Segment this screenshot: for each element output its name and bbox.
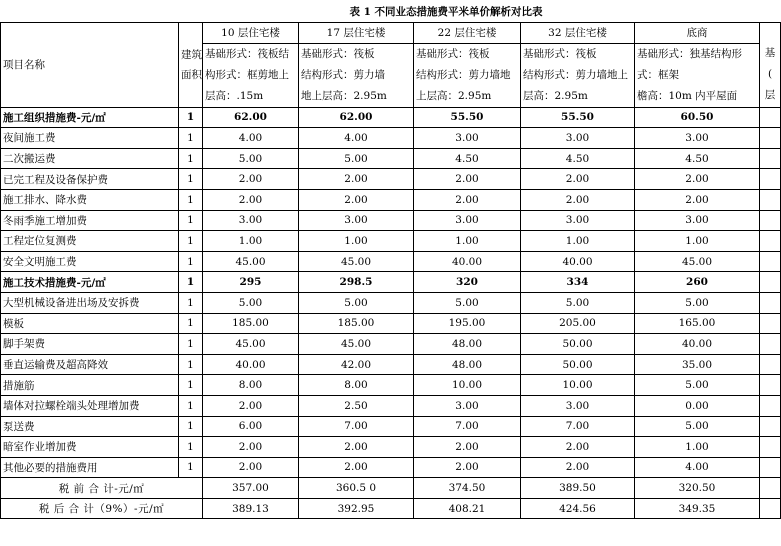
- row-area: 1: [179, 251, 203, 272]
- table-row: [1, 272, 781, 293]
- row-extra: [760, 354, 781, 375]
- row-value: 320: [414, 272, 521, 293]
- row-value: 50.00: [521, 354, 635, 375]
- row-value: 298.5: [299, 272, 414, 293]
- row-value: 2.00: [414, 437, 521, 458]
- row-name: 冬雨季施工增加费: [1, 210, 179, 231]
- row-area: 1: [179, 313, 203, 334]
- table-row: [1, 148, 781, 169]
- table-row: [1, 437, 781, 458]
- row-area: 1: [179, 272, 203, 293]
- table-row: [1, 313, 781, 334]
- table-row: [1, 292, 781, 313]
- row-value: 60.50: [635, 107, 760, 128]
- row-name: 施工组织措施费-元/㎡: [1, 107, 179, 128]
- row-value: 3.00: [635, 210, 760, 231]
- row-area: 1: [179, 334, 203, 355]
- row-value: 7.00: [521, 416, 635, 437]
- summary-value: 389.50: [521, 478, 635, 499]
- row-value: 1.00: [521, 231, 635, 252]
- desc-line: 基础形式：筏板: [301, 47, 375, 60]
- row-extra: [760, 437, 781, 458]
- row-value: 2.00: [414, 457, 521, 478]
- row-area: 1: [179, 292, 203, 313]
- row-value: 2.00: [635, 189, 760, 210]
- table-row: [1, 457, 781, 478]
- row-value: 40.00: [414, 251, 521, 272]
- row-area: 1: [179, 189, 203, 210]
- row-value: 7.00: [299, 416, 414, 437]
- row-extra: [760, 148, 781, 169]
- summary-value: 320.50: [635, 478, 760, 499]
- row-value: 62.00: [203, 107, 299, 128]
- row-extra: [760, 128, 781, 149]
- row-value: 2.00: [521, 457, 635, 478]
- row-value: 2.00: [414, 169, 521, 190]
- row-value: 5.00: [521, 292, 635, 313]
- row-value: 2.00: [203, 437, 299, 458]
- row-extra: [760, 395, 781, 416]
- summary-label: 税 后 合 计（9%）-元/㎡: [1, 498, 203, 519]
- row-value: 48.00: [414, 334, 521, 355]
- row-value: 0.00: [635, 395, 760, 416]
- row-value: 42.00: [299, 354, 414, 375]
- row-name: 安全文明施工费: [1, 251, 179, 272]
- row-name: 模板: [1, 313, 179, 334]
- row-value: 3.00: [521, 395, 635, 416]
- row-value: 185.00: [203, 313, 299, 334]
- table-body: [1, 23, 781, 519]
- desc-line: 结构形式：剪力墙: [301, 68, 385, 81]
- table-row: [1, 375, 781, 396]
- row-value: 334: [521, 272, 635, 293]
- table-row: [1, 231, 781, 252]
- row-value: 8.00: [299, 375, 414, 396]
- extra-fragment: (: [767, 68, 773, 80]
- desc-line: 基础形式：筏板结: [205, 47, 289, 60]
- desc-line: 基础形式：独基结构形: [637, 47, 742, 60]
- extra-fragment: 层: [764, 89, 776, 101]
- row-value: 5.00: [414, 292, 521, 313]
- row-value: 5.00: [299, 292, 414, 313]
- row-area: 1: [179, 107, 203, 128]
- summary-row: [1, 478, 781, 499]
- row-value: 3.00: [521, 128, 635, 149]
- row-value: 55.50: [521, 107, 635, 128]
- row-value: 3.00: [521, 210, 635, 231]
- table-row: [1, 107, 781, 128]
- row-value: 205.00: [521, 313, 635, 334]
- header-desc-0: [203, 43, 299, 107]
- header-col-4: 底商: [635, 23, 760, 44]
- row-value: 195.00: [414, 313, 521, 334]
- desc-line: 基础形式：筏板: [523, 47, 597, 60]
- row-area: 1: [179, 148, 203, 169]
- row-value: 40.00: [635, 334, 760, 355]
- row-name: 暗室作业增加费: [1, 437, 179, 458]
- header-desc-3: [521, 43, 635, 107]
- row-value: 2.00: [203, 189, 299, 210]
- row-value: 2.00: [299, 437, 414, 458]
- table-row: [1, 169, 781, 190]
- row-value: 1.00: [635, 231, 760, 252]
- header-desc-2: [414, 43, 521, 107]
- desc-line: 结构形式：剪力墙地: [416, 68, 511, 81]
- row-value: 4.00: [635, 457, 760, 478]
- row-value: 5.00: [203, 148, 299, 169]
- row-name: 措施筋: [1, 375, 179, 396]
- row-value: 8.00: [203, 375, 299, 396]
- row-value: 2.00: [521, 437, 635, 458]
- table-row: [1, 189, 781, 210]
- row-value: 7.00: [414, 416, 521, 437]
- row-value: 3.00: [414, 128, 521, 149]
- row-name: 垂直运输费及超高降效: [1, 354, 179, 375]
- row-area: 1: [179, 395, 203, 416]
- row-name: 二次搬运费: [1, 148, 179, 169]
- desc-line: 层高：2.95m: [523, 89, 588, 102]
- row-area: 1: [179, 354, 203, 375]
- row-value: 40.00: [521, 251, 635, 272]
- row-extra: [760, 375, 781, 396]
- row-value: 4.50: [414, 148, 521, 169]
- row-value: 2.00: [299, 457, 414, 478]
- row-value: 4.00: [203, 128, 299, 149]
- table-row: [1, 251, 781, 272]
- table-row: [1, 128, 781, 149]
- row-name: 工程定位复测费: [1, 231, 179, 252]
- row-value: 4.50: [521, 148, 635, 169]
- row-extra: [760, 292, 781, 313]
- row-value: 5.00: [203, 292, 299, 313]
- row-name: 施工技术措施费-元/㎡: [1, 272, 179, 293]
- desc-line: 檐高：10m 内平屋面: [637, 89, 738, 102]
- row-value: 62.00: [299, 107, 414, 128]
- summary-value: 360.5 0: [299, 478, 414, 499]
- row-extra: [760, 231, 781, 252]
- summary-value: 357.00: [203, 478, 299, 499]
- header-col-0: 10 层住宅楼: [203, 23, 299, 44]
- row-value: 185.00: [299, 313, 414, 334]
- summary-value: 408.21: [414, 498, 521, 519]
- row-area: 1: [179, 231, 203, 252]
- row-extra: [760, 334, 781, 355]
- header-col-1: 17 层住宅楼: [299, 23, 414, 44]
- row-value: 45.00: [299, 334, 414, 355]
- row-extra: [760, 478, 781, 499]
- row-extra: [760, 457, 781, 478]
- row-value: 2.00: [521, 189, 635, 210]
- row-name: 夜间施工费: [1, 128, 179, 149]
- row-extra: [760, 169, 781, 190]
- desc-line: 结构形式：剪力墙地上: [523, 68, 628, 81]
- row-value: 1.00: [635, 437, 760, 458]
- table-title: 表 1 不同业态措施费平米单价解析对比表: [349, 6, 543, 18]
- row-area: 1: [179, 457, 203, 478]
- row-extra: [760, 416, 781, 437]
- summary-value: 349.35: [635, 498, 760, 519]
- desc-line: 层高：.15m: [205, 89, 264, 102]
- header-desc-1: [299, 43, 414, 107]
- row-area: 1: [179, 437, 203, 458]
- row-value: 48.00: [414, 354, 521, 375]
- row-value: 4.00: [299, 128, 414, 149]
- row-extra: [760, 272, 781, 293]
- row-extra: [760, 189, 781, 210]
- row-name: 泵送费: [1, 416, 179, 437]
- row-name: 墙体对拉螺栓端头处理增加费: [1, 395, 179, 416]
- row-area: 1: [179, 416, 203, 437]
- row-value: 40.00: [203, 354, 299, 375]
- row-name: 施工排水、降水费: [1, 189, 179, 210]
- table-row: [1, 416, 781, 437]
- row-value: 2.00: [203, 457, 299, 478]
- header-area-line1: 建筑: [181, 48, 202, 61]
- row-extra: [760, 498, 781, 519]
- summary-value: 424.56: [521, 498, 635, 519]
- header-desc-4: [635, 43, 760, 107]
- table-row: [1, 395, 781, 416]
- desc-line: 基础形式：筏板: [416, 47, 490, 60]
- row-value: 35.00: [635, 354, 760, 375]
- cost-comparison-table: [0, 22, 781, 519]
- row-value: 10.00: [414, 375, 521, 396]
- row-value: 6.00: [203, 416, 299, 437]
- summary-row: [1, 498, 781, 519]
- row-value: 1.00: [203, 231, 299, 252]
- row-value: 5.00: [635, 375, 760, 396]
- summary-value: 374.50: [414, 478, 521, 499]
- header-area: [179, 23, 203, 108]
- table-row: [1, 210, 781, 231]
- desc-line: 上层高：2.95m: [416, 89, 492, 102]
- summary-value: 389.13: [203, 498, 299, 519]
- row-value: 45.00: [635, 251, 760, 272]
- row-value: 2.50: [299, 395, 414, 416]
- desc-line: 式：框架: [637, 68, 679, 81]
- row-value: 50.00: [521, 334, 635, 355]
- header-extra: [760, 23, 781, 108]
- extra-fragment: 基: [764, 47, 776, 59]
- row-value: 165.00: [635, 313, 760, 334]
- row-name: 已完工程及设备保护费: [1, 169, 179, 190]
- row-value: 3.00: [414, 210, 521, 231]
- row-extra: [760, 313, 781, 334]
- row-value: 2.00: [635, 169, 760, 190]
- row-value: 45.00: [203, 251, 299, 272]
- row-name: 大型机械设备进出场及安拆费: [1, 292, 179, 313]
- row-value: 2.00: [414, 189, 521, 210]
- header-area-line2: 面积: [181, 68, 202, 81]
- row-area: 1: [179, 210, 203, 231]
- row-area: 1: [179, 169, 203, 190]
- row-name: 脚手架费: [1, 334, 179, 355]
- header-col-3: 32 层住宅楼: [521, 23, 635, 44]
- row-value: 295: [203, 272, 299, 293]
- table-row: [1, 334, 781, 355]
- row-value: 5.00: [635, 292, 760, 313]
- row-value: 55.50: [414, 107, 521, 128]
- row-value: 260: [635, 272, 760, 293]
- row-value: 5.00: [635, 416, 760, 437]
- header-item-name: 项目名称: [1, 23, 179, 108]
- row-value: 3.00: [414, 395, 521, 416]
- table-row: [1, 354, 781, 375]
- row-value: 2.00: [203, 169, 299, 190]
- row-value: 2.00: [203, 395, 299, 416]
- row-value: 3.00: [203, 210, 299, 231]
- row-value: 3.00: [299, 210, 414, 231]
- row-extra: [760, 210, 781, 231]
- row-value: 1.00: [414, 231, 521, 252]
- summary-value: 392.95: [299, 498, 414, 519]
- row-value: 2.00: [521, 169, 635, 190]
- row-value: 45.00: [203, 334, 299, 355]
- row-value: 45.00: [299, 251, 414, 272]
- row-value: 3.00: [635, 128, 760, 149]
- row-name: 其他必要的措施费用: [1, 457, 179, 478]
- row-value: 4.50: [635, 148, 760, 169]
- row-area: 1: [179, 375, 203, 396]
- row-value: 2.00: [299, 169, 414, 190]
- row-value: 1.00: [299, 231, 414, 252]
- row-area: 1: [179, 128, 203, 149]
- row-value: 2.00: [299, 189, 414, 210]
- row-extra: [760, 107, 781, 128]
- row-extra: [760, 251, 781, 272]
- summary-label: 税 前 合 计-元/㎡: [1, 478, 203, 499]
- desc-line: 地上层高：2.95m: [301, 89, 387, 102]
- header-col-2: 22 层住宅楼: [414, 23, 521, 44]
- desc-line: 构形式：框剪地上: [205, 68, 289, 81]
- row-value: 10.00: [521, 375, 635, 396]
- row-value: 5.00: [299, 148, 414, 169]
